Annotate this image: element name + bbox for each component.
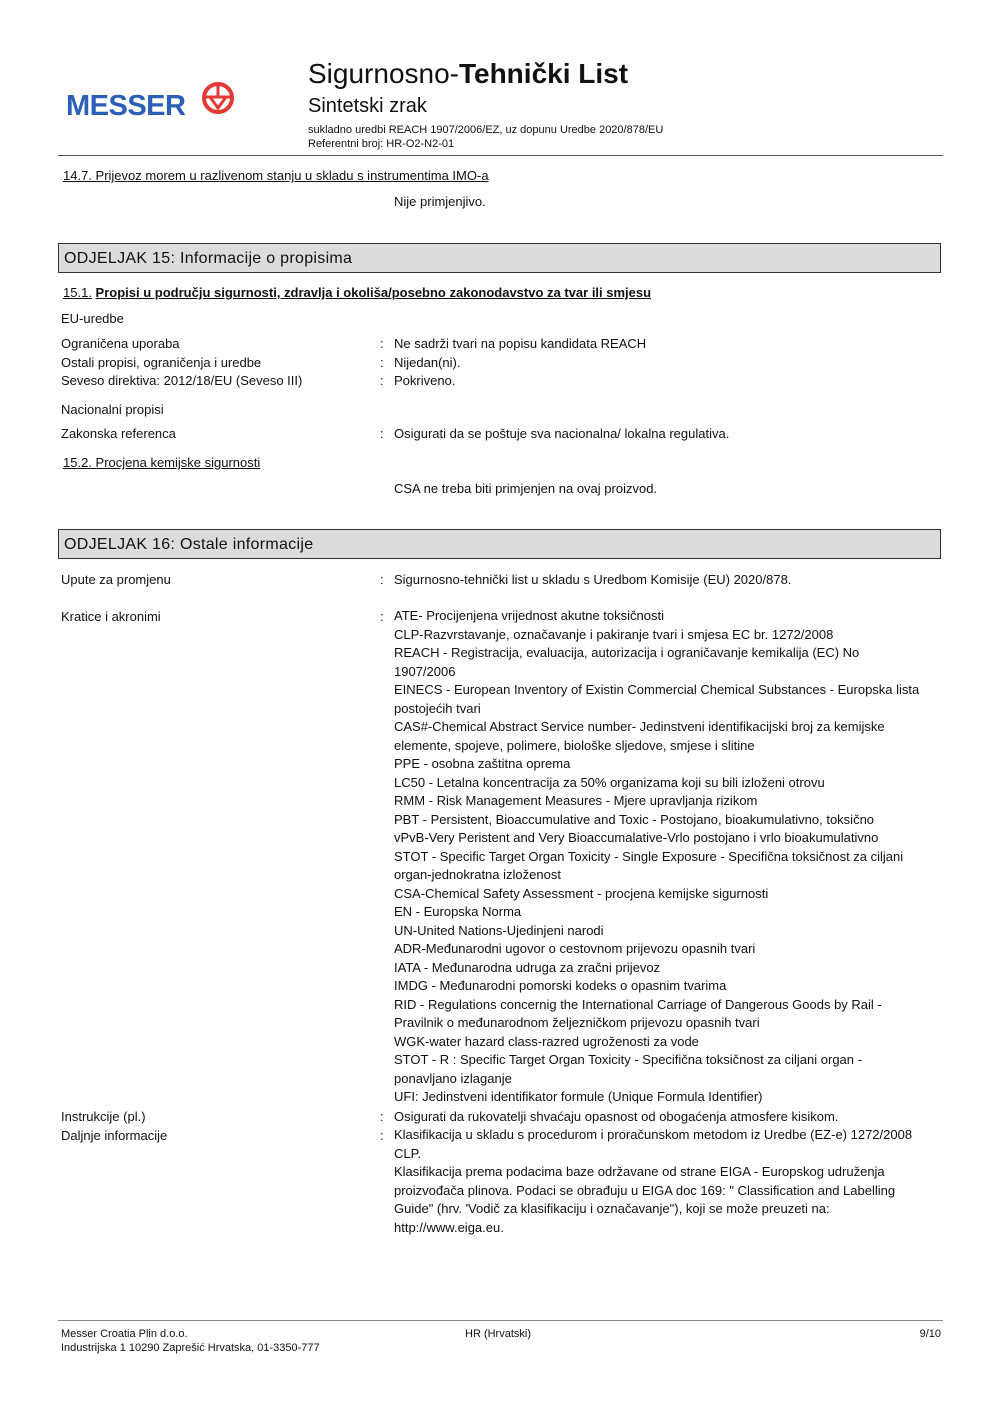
document-title	[308, 58, 628, 90]
separator: :	[380, 572, 384, 587]
section-16-header	[58, 529, 941, 559]
footer-divider	[58, 1320, 943, 1321]
abbreviation-line: STOT - R : Specific Target Organ Toxicity - Specifična toksičnost za ciljani organ -	[394, 1052, 862, 1067]
messer-emblem-icon	[202, 82, 234, 114]
abbreviation-line: postojećih tvari	[394, 700, 481, 716]
subsection-15-2-heading: 15.2. Procjena kemijske sigurnosti	[63, 455, 261, 470]
footer-page-number: 9/10	[919, 1328, 941, 1340]
row-label: Kratice i akronimi	[61, 609, 161, 624]
eu-regulations-heading: EU-uredbe	[61, 311, 124, 326]
abbreviation-line: RID - Regulations concernig the International Carriage of Dangerous Goods by Rail -	[394, 996, 882, 1012]
footer-address: Industrijska 1 10290 Zaprešić Hrvatska, 01-3350-777	[61, 1342, 320, 1354]
subsection-14-7-value: Nije primjenjivo.	[394, 194, 486, 209]
further-info-line: proizvođača plinova. Podaci se obrađuju u EIGA doc 169: " Classification and Labelling	[394, 1182, 896, 1198]
section-16-title: ODJELJAK 16: Ostale informacije	[64, 536, 314, 553]
abbreviation-line: UFI: Jedinstveni identifikator formule (Unique Formula Identifier)	[394, 1089, 763, 1104]
further-info-line: Klasifikacija prema podacima baze održavane od strane EIGA - Europskog udruženja	[394, 1164, 885, 1179]
separator: :	[380, 1128, 384, 1143]
abbreviation-line: PPE - osobna zaštitna oprema	[394, 756, 571, 771]
abbreviation-line: CLP-Razvrstavanje, označavanje i pakiranje tvari i smjesa EC br. 1272/2008	[394, 626, 834, 642]
abbreviation-line: EINECS - European Inventory of Existin Commercial Chemical Substances - Europska lista	[394, 682, 920, 697]
abbreviation-line: CSA-Chemical Safety Assessment - procjena kemijske sigurnosti	[394, 885, 769, 901]
row-label: Ostali propisi, ograničenja i uredbe	[61, 355, 262, 370]
title-bold: Tehnički List	[458, 58, 629, 89]
footer-company: Messer Croatia Plin d.o.o.	[61, 1328, 188, 1340]
row-value: Nijedan(ni).	[394, 355, 461, 370]
subsection-14-7-heading: 14.7. Prijevoz morem u razlivenom stanju u skladu s instrumentima IMO-a	[63, 168, 489, 183]
separator: :	[380, 336, 384, 351]
abbreviation-line: UN-United Nations-Ujedinjeni narodi	[394, 922, 604, 938]
abbreviation-line: LC50 - Letalna koncentracija za 50% organizama koji su bili izloženi otrovu	[394, 774, 825, 790]
abbreviation-line: ATE- Procijenjena vrijednost akutne toksičnosti	[394, 608, 664, 623]
further-info-line: Guide" (hrv. 'Vodič za klasifikaciju i označavanje"), koji se može preuzeti na:	[394, 1201, 830, 1216]
abbreviation-line: vPvB-Very Peristent and Very Bioaccumalative-Vrlo postojano i vrlo bioakumulativno	[394, 830, 879, 845]
row-label: Zakonska referenca	[61, 426, 176, 441]
header-divider	[58, 155, 943, 156]
row-label: Seveso direktiva: 2012/18/EU (Seveso III)	[61, 373, 303, 388]
abbreviation-line: IATA - Međunarodna udruga za zračni prijevoz	[394, 959, 661, 975]
logo-wordmark: MESSER	[66, 90, 186, 122]
row-value: Osigurati da se poštuje sva nacionalna/ lokalna regulativa.	[394, 426, 730, 441]
subsection-15-1-heading	[63, 285, 651, 300]
separator: :	[380, 355, 384, 370]
abbreviation-line: RMM - Risk Management Measures - Mjere upravljanja rizikom	[394, 793, 758, 808]
national-regulations-heading: Nacionalni propisi	[61, 402, 164, 417]
further-information-text	[394, 1126, 944, 1237]
abbreviation-line: WGK-water hazard class-razred ugroženosti za vode	[394, 1033, 699, 1049]
further-info-line: CLP.	[394, 1145, 422, 1161]
separator: :	[380, 373, 384, 388]
footer-company-block	[61, 1327, 320, 1355]
abbreviation-line: organ-jednokratna izloženost	[394, 867, 561, 882]
regulation-line: sukladno uredbi REACH 1907/2006/EZ, uz dopunu Uredbe 2020/878/EU	[308, 124, 664, 136]
separator: :	[380, 609, 384, 624]
separator: :	[380, 426, 384, 441]
row-label: Instrukcije (pl.)	[61, 1109, 146, 1124]
separator: :	[380, 1109, 384, 1124]
section-15-title: ODJELJAK 15: Informacije o propisima	[64, 250, 353, 267]
messer-logo	[66, 82, 236, 124]
abbreviation-line: elemente, spojeve, polimere, biološke sljedove, smjese i slitine	[394, 737, 755, 753]
abbreviation-line: EN - Europska Norma	[394, 904, 522, 919]
abbreviation-line: IMDG - Međunarodni pomorski kodeks o opasnim tvarima	[394, 978, 727, 993]
row-value: Ne sadrži tvari na popisu kandidata REACH	[394, 336, 647, 351]
abbreviation-line: ponavljano izlaganje	[394, 1070, 512, 1086]
abbreviation-line: REACH - Registracija, evaluacija, autorizacija i ograničavanje kemikalija (EC) No	[394, 645, 860, 660]
further-info-line: Klasifikacija u skladu s procedurom i proračunskom metodom iz Uredbe (EZ-e) 1272/2008	[394, 1127, 913, 1142]
title-light: Sigurnosno-	[308, 58, 459, 89]
abbreviation-line: Pravilnik o međunarodnom željezničkom prijevozu opasnih tvari	[394, 1015, 760, 1030]
product-name: Sintetski zrak	[308, 95, 427, 117]
abbreviation-line: CAS#-Chemical Abstract Service number- Jedinstveni identifikacijski broj za kemijske	[394, 719, 885, 734]
abbreviation-line: 1907/2006	[394, 663, 456, 679]
abbreviations-list	[394, 607, 944, 1107]
abbreviation-line: STOT - Specific Target Organ Toxicity - Single Exposure - Specifična toksičnost za ciljani	[394, 848, 904, 864]
section-15-header	[58, 243, 941, 273]
footer-language: HR (Hrvatski)	[465, 1328, 531, 1340]
row-value: Sigurnosno-tehnički list u skladu s Uredbom Komisije (EU) 2020/878.	[394, 572, 792, 587]
abbreviation-line: ADR-Međunarodni ugovor o cestovnom prijevozu opasnih tvari	[394, 941, 756, 956]
row-label: Daljnje informacije	[61, 1128, 168, 1143]
abbreviation-line: PBT - Persistent, Bioaccumulative and Toxic - Postojano, bioakumulativno, toksično	[394, 811, 875, 827]
row-label: Upute za promjenu	[61, 572, 171, 587]
subsection-15-1-title: Propisi u području sigurnosti, zdravlja i okoliša/posebno zakonodavstvo za tvar ili smjesu	[95, 285, 652, 300]
row-label: Ograničena uporaba	[61, 336, 180, 351]
subsection-15-1-number: 15.1.	[63, 285, 92, 300]
subsection-15-2-value: CSA ne treba biti primjenjen na ovaj proizvod.	[394, 481, 658, 496]
row-value: Osigurati da rukovatelji shvaćaju opasnost od obogaćenja atmosfere kisikom.	[394, 1109, 839, 1124]
reference-number: Referentni broj: HR-O2-N2-01	[308, 138, 455, 150]
further-info-line: http://www.eiga.eu.	[394, 1219, 504, 1235]
row-value: Pokriveno.	[394, 373, 456, 388]
